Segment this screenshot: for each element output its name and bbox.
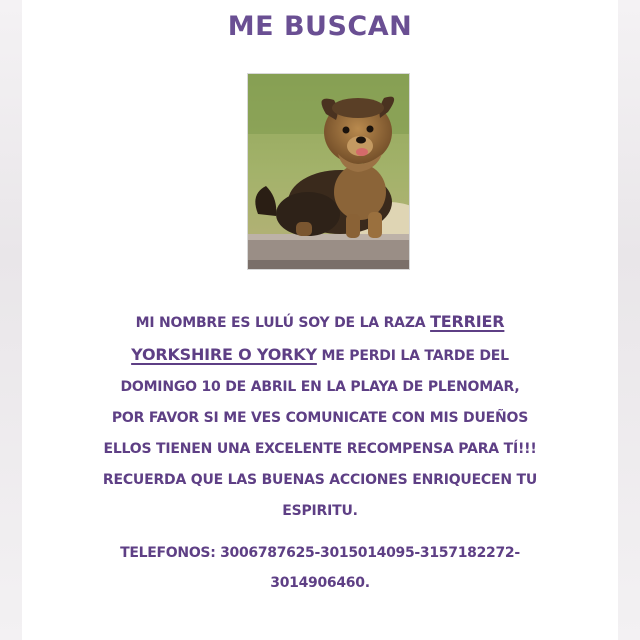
phone-numbers xyxy=(92,538,548,598)
message-body: ME PERDI LA TARDE DEL DOMINGO 10 DE ABRIL EN LA PLAYA DE PLENOMAR, POR FAVOR SI ME VES COMUNICATE CON MIS DUEÑOS ELLOS TIENEN UNA EXCELENTE RECOMPENSA PARA TÍ!!! RECUERDA QUE LAS BUENAS ACCIONES ENRIQUECEN TU ESPIRITU. xyxy=(102,348,538,519)
breed-highlight-1: TERRIER xyxy=(430,312,505,331)
flyer-message xyxy=(102,306,538,527)
phones-list: 3006787625-3015014095-3157182272-3014906460. xyxy=(220,545,520,591)
message-intro: MI NOMBRE ES LULÚ SOY DE LA RAZA xyxy=(135,315,431,331)
breed-highlight-2: YORKSHIRE O YORKY xyxy=(131,345,317,364)
flyer-title: ME BUSCAN xyxy=(227,11,413,42)
dog-photo xyxy=(247,73,410,270)
dog-photo-illustration xyxy=(248,74,409,269)
lost-dog-flyer xyxy=(22,0,618,640)
phones-label: TELEFONOS: xyxy=(120,545,221,561)
